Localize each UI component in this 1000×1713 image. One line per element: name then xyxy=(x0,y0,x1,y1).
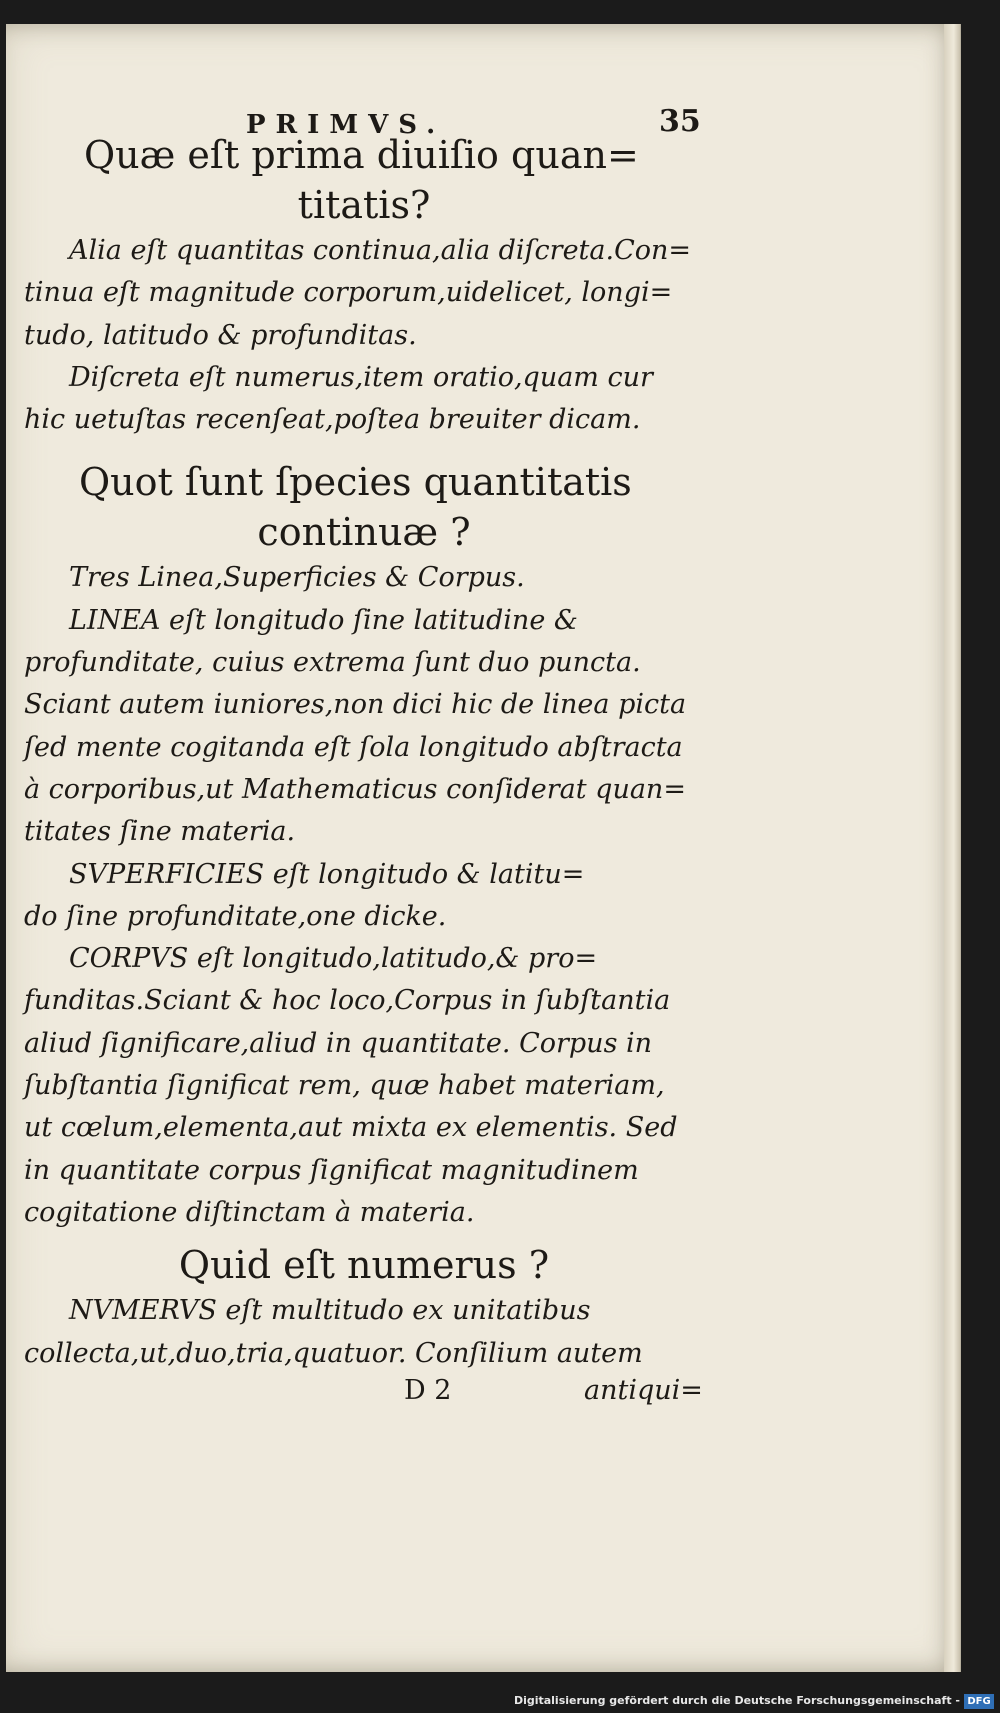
question-line: Quot ſunt ſpecies quantitatis xyxy=(79,460,632,505)
signature-mark: D 2 xyxy=(404,1374,452,1406)
text-line: Alia eſt quantitas continua,alia diſcreta.Con= xyxy=(69,235,692,266)
text-line: CORPVS eſt longitudo,latitudo,& pro= xyxy=(69,943,598,975)
paragraph xyxy=(24,600,704,854)
page-number: 35 xyxy=(659,104,701,139)
text-line: do ſine profunditate,one dicke. xyxy=(24,900,447,932)
section-1 xyxy=(24,130,704,441)
text-line: Sciant autem iuniores,non dici hic de linea picta xyxy=(24,689,687,721)
question-heading-continuation xyxy=(24,507,704,557)
text-line: NVMERVS eſt multitudo ex unitatibus xyxy=(69,1295,591,1327)
page-edge xyxy=(944,24,960,1672)
text-line: hic uetuſtas recenſeat,poſtea breuiter dicam. xyxy=(24,404,641,436)
text-line: ſed mente cogitanda eſt ſola longitudo abſtracta xyxy=(24,731,683,763)
section-2 xyxy=(24,457,704,1234)
text-line: profunditate, cuius extrema ſunt duo puncta. xyxy=(24,647,641,679)
text-line: tudo, latitudo & profunditas. xyxy=(24,319,417,351)
text-line: à corporibus,ut Mathematicus conſiderat quan= xyxy=(24,773,686,805)
page-foot xyxy=(24,1375,704,1417)
question-line: Quid eſt numerus ? xyxy=(178,1243,550,1288)
question-line: continuæ ? xyxy=(257,510,471,555)
section-3 xyxy=(24,1240,704,1375)
text-line: funditas.Sciant & hoc loco,Corpus in ſubſtantia xyxy=(24,985,671,1017)
paragraph xyxy=(24,938,704,1234)
text-line: collecta,ut,duo,tria,quatuor. Conſilium autem xyxy=(24,1337,643,1369)
text-line: titates ſine materia. xyxy=(24,816,296,848)
catchword: antiqui= xyxy=(584,1374,703,1406)
question-heading xyxy=(24,457,704,507)
question-heading xyxy=(24,1240,704,1290)
text-line: SVPERFICIES eſt longitudo & latitu= xyxy=(69,858,585,890)
text-block xyxy=(24,80,704,1417)
text-line: in quantitate corpus ſignificat magnitudinem xyxy=(24,1154,639,1186)
text-line: tinua eſt magnitude corporum,uidelicet, longi= xyxy=(24,277,673,309)
paragraph xyxy=(24,1290,704,1375)
question-line: titatis? xyxy=(297,183,431,227)
paragraph xyxy=(24,357,704,442)
text-line: LINEA eſt longitudo ſine latitudine & xyxy=(69,604,578,636)
text-line: cogitatione diſtinctam à materia. xyxy=(24,1196,475,1228)
text-line: aliud ſignificare,aliud in quantitate. Corpus in xyxy=(24,1027,653,1059)
paragraph xyxy=(24,557,704,599)
question-line: Quæ eſt prima diuiſio quan= xyxy=(84,133,639,177)
digitization-credit: Digitalisierung gefördert durch die Deutsche Forschungsgemeinschaft - xyxy=(513,1694,960,1707)
text-line: Diſcreta eſt numerus,item oratio,quam cur xyxy=(69,361,653,393)
question-heading-continuation xyxy=(24,180,704,230)
paragraph xyxy=(24,230,704,357)
text-line: ut cœlum,elementa,aut mixta ex elementis. Sed xyxy=(24,1112,678,1144)
page-header xyxy=(24,80,704,140)
text-line: Tres Linea,Superficies & Corpus. xyxy=(69,562,525,594)
dfg-logo-icon: DFG xyxy=(964,1694,994,1709)
running-head: PRIMVS. xyxy=(246,110,446,140)
text-line: ſubſtantia ſignificat rem, quæ habet materiam, xyxy=(24,1070,665,1102)
paragraph xyxy=(24,854,704,939)
